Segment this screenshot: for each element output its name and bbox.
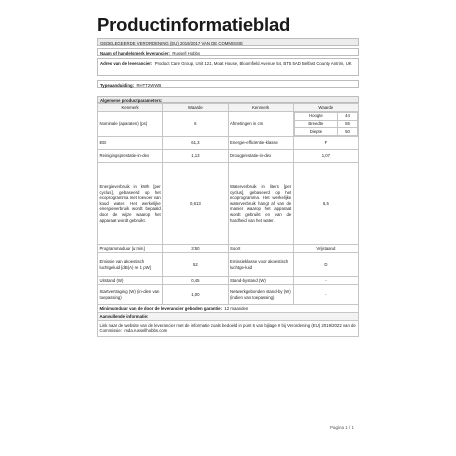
col-header-kenmerk: Kenmerk — [98, 104, 163, 112]
regulation-text: GEDELEGEERDE VERORDENING (EU) 2019/2017 VAN DE COMMISSIE — [100, 40, 243, 46]
param-label: Programmaduur [u:min] — [98, 245, 163, 253]
additional-info-header-row — [98, 312, 359, 320]
table-row — [98, 285, 359, 305]
param-value: 61,3 — [163, 137, 228, 150]
table-row — [98, 150, 359, 163]
model-label: Typeaanduiding: — [100, 82, 135, 88]
dim-value: 44 — [338, 112, 358, 120]
param-label: Stand-bystand (W) — [228, 277, 293, 285]
param-label: Afmetingen in cm — [228, 111, 293, 136]
param-label: Netwerkgebonden stand-by (W) (indien van toepassing) — [228, 285, 293, 305]
dimensions-table — [294, 112, 358, 136]
param-value: F — [293, 137, 358, 150]
supplier-address-label: Adres van de leverancier: — [100, 60, 153, 66]
dim-value: 55 — [338, 120, 358, 128]
param-value: 1,07 — [293, 150, 358, 163]
regulation-banner — [97, 38, 359, 46]
dim-value: 50 — [338, 128, 358, 136]
dim-label: Hoogte — [294, 112, 337, 120]
param-label: Startvertraging (W) (in-dien van toepassing) — [98, 285, 163, 305]
col-header-waarde: Waarde — [293, 104, 358, 112]
param-value: 3:50 — [163, 245, 228, 253]
param-value: Vrijstaand — [293, 245, 358, 253]
table-row — [98, 163, 359, 245]
param-value: 0,613 — [163, 163, 228, 245]
additional-info-text: Link naar de website van de leverancier met de informatie zoals bedoeld in punt 6 van bijlage II bij Verordening (EU) 2019/2022 van de Commissie: — [99, 322, 356, 334]
model-row — [97, 80, 359, 88]
warranty-label: Minimumduur van de door de leverancier geboden garantie: — [99, 305, 222, 311]
supplier-address-row — [97, 58, 359, 76]
param-label: Emissieklasse voor akoestisch luchtge-luid — [228, 253, 293, 277]
param-value: - — [293, 285, 358, 305]
param-label: Soort — [228, 245, 293, 253]
param-value: 1,00 — [163, 285, 228, 305]
param-label: Emissie van akoestisch luchtgeluid [dB(A) re 1 pW] — [98, 253, 163, 277]
dimensions-cell — [293, 111, 358, 136]
supplier-website-link[interactable]: mda.russellhobbs.com — [124, 328, 168, 334]
param-label: EEI — [98, 137, 163, 150]
additional-info-row — [98, 320, 359, 336]
table-row — [98, 111, 359, 136]
supplier-name-label: Naam of handelsmerk leverancier: — [100, 50, 170, 56]
col-header-waarde: Waarde — [163, 104, 228, 112]
parameters-table — [97, 103, 359, 337]
param-label: Reinigingsprestatie-in-dex — [98, 150, 163, 163]
additional-info-header: Aanvullende informatie: — [99, 313, 149, 319]
page-title: Productinformatieblad — [97, 14, 291, 35]
param-value: 1,13 — [163, 150, 228, 163]
param-label: Waterverbruik in liters [per cyclus], gebaseerd op het ecoprogramma. Het werkelijke waterverbruik hangt af van de manier waarop het apparaat wordt gebruikt en van de hardheid van het water. — [228, 163, 293, 245]
table-header-row — [98, 104, 359, 112]
param-value: 0,45 — [163, 277, 228, 285]
supplier-name-value: Russell Hobbs — [172, 50, 201, 56]
warranty-row — [98, 305, 359, 313]
table-row — [98, 245, 359, 253]
param-value: 6 — [163, 111, 228, 136]
table-row — [98, 277, 359, 285]
table-row — [98, 137, 359, 150]
supplier-address-value: Product Care Group, Unit 121, Moat House, Bloomfield Avenue 54, BT5 5AD Belfast County Antrim, UK — [154, 60, 352, 66]
warranty-value: 12 maanden — [224, 305, 249, 311]
param-label: Energie-efficiëntie-klasse — [228, 137, 293, 150]
params-header: Algemene productparameters: — [97, 96, 359, 103]
supplier-name-row — [97, 48, 359, 56]
param-label: Nominale (aparaten) (ps) — [98, 111, 163, 136]
param-value: 6,5 — [293, 163, 358, 245]
model-value: RHTT2WWB — [136, 82, 162, 88]
dim-label: Breedte — [294, 120, 337, 128]
param-value: 52 — [163, 253, 228, 277]
col-header-kenmerk: Kenmerk — [228, 104, 293, 112]
param-value: - — [293, 277, 358, 285]
param-label: Energieverbruik in kWh [per cyclus], gebaseerd op het ecoprogramma met toevoer van koud water. Het werkelijke energieverbruik wordt bepaald door de wijze waarop het apparaat wordt gebruikt. — [98, 163, 163, 245]
param-label: Uitstand (W) — [98, 277, 163, 285]
param-label: Droogprestatie-in-dex — [228, 150, 293, 163]
param-value: D — [293, 253, 358, 277]
table-row — [98, 253, 359, 277]
page-number: Pagina 1 / 1 — [329, 425, 354, 430]
dim-label: Diepte — [294, 128, 337, 136]
